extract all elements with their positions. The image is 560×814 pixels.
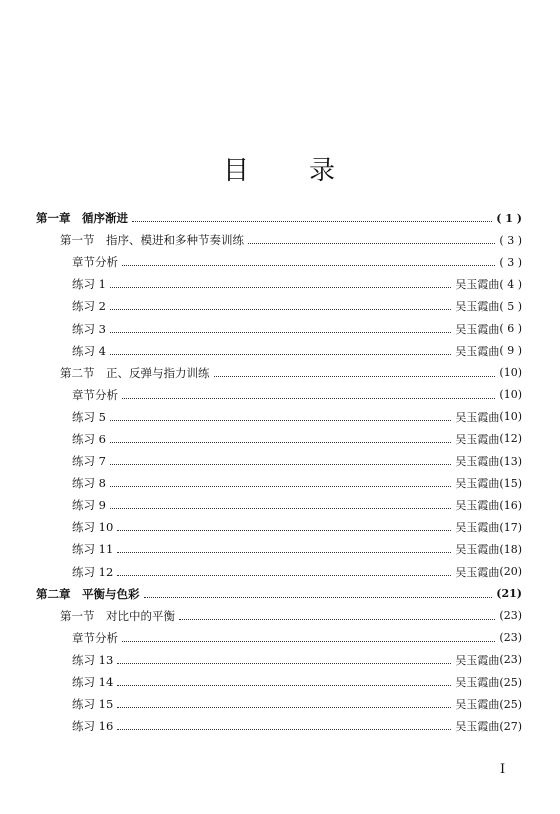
toc-entry-page: (16) xyxy=(499,498,522,512)
toc-chapter-row xyxy=(36,207,522,229)
dot-leader xyxy=(122,397,495,399)
dot-leader xyxy=(144,596,493,598)
dot-leader xyxy=(110,308,451,310)
toc-entry-row xyxy=(36,317,522,339)
dot-leader xyxy=(117,574,451,576)
dot-leader xyxy=(110,286,451,288)
toc-entry-page: (12) xyxy=(499,432,522,446)
toc-entry-page: ( 1 ) xyxy=(496,211,522,225)
toc-entry-composer: 吴玉霞曲 xyxy=(455,432,500,446)
toc-entry-row xyxy=(36,693,522,715)
toc-entry-row xyxy=(36,561,522,583)
toc-entry-page: (17) xyxy=(499,520,522,534)
toc-entry-label: 练习 9 xyxy=(72,498,106,513)
dot-leader xyxy=(214,375,496,377)
toc-section-row xyxy=(36,229,522,251)
toc-entry-label: 练习 1 xyxy=(72,277,106,292)
toc-entry-label: 练习 11 xyxy=(72,542,114,557)
toc-entry-page: (10) xyxy=(499,366,522,380)
toc-entry-composer: 吴玉霞曲 xyxy=(455,720,500,734)
toc-entry-row xyxy=(36,715,522,737)
toc-entry-page: (25) xyxy=(499,697,522,711)
toc-entry-row xyxy=(36,295,522,317)
toc-entry-row xyxy=(36,494,522,516)
toc-entry-page: (20) xyxy=(499,565,522,579)
dot-leader xyxy=(110,441,451,443)
toc-entry-label: 练习 13 xyxy=(72,652,114,667)
page-folio: I xyxy=(500,762,506,777)
toc-entry-label: 第二节 正、反弹与指力训练 xyxy=(60,365,210,380)
toc-entry-page: ( 9 ) xyxy=(499,344,522,358)
toc-entry-composer: 吴玉霞曲 xyxy=(455,300,500,314)
toc-entry-composer: 吴玉霞曲 xyxy=(455,344,500,358)
title-char-mu: 目 xyxy=(222,156,251,186)
toc-entry-label: 第一节 指序、模进和多种节奏训练 xyxy=(60,233,244,248)
toc-entry-page: (15) xyxy=(499,476,522,490)
toc-entry-page: (18) xyxy=(499,542,522,556)
toc-entry-composer: 吴玉霞曲 xyxy=(455,477,500,491)
toc-entry-label: 练习 3 xyxy=(72,321,106,336)
toc-chapter-row xyxy=(36,583,522,605)
page-title xyxy=(0,150,560,187)
toc-entry-row xyxy=(36,472,522,494)
toc-entry-page: (23) xyxy=(499,609,522,623)
toc-entry-page: (10) xyxy=(499,388,522,402)
toc-entry-label: 章节分析 xyxy=(72,255,118,270)
toc-entry-page: (23) xyxy=(499,653,522,667)
toc-entry-composer: 吴玉霞曲 xyxy=(455,565,500,579)
dot-leader xyxy=(110,331,451,333)
toc-entry-row xyxy=(36,428,522,450)
toc-entry-page: (25) xyxy=(499,675,522,689)
toc-entry-row xyxy=(36,340,522,362)
dot-leader xyxy=(132,220,492,222)
title-char-lu: 录 xyxy=(309,156,338,186)
dot-leader xyxy=(248,242,495,244)
toc-entry-page: (23) xyxy=(499,631,522,645)
dot-leader xyxy=(110,463,451,465)
dot-leader xyxy=(117,684,451,686)
toc-entry-label: 练习 16 xyxy=(72,719,114,734)
toc-entry-label: 练习 8 xyxy=(72,476,106,491)
toc-entry-page: ( 4 ) xyxy=(499,277,522,291)
toc-section-row xyxy=(36,362,522,384)
dot-leader xyxy=(117,728,451,730)
toc-entry-row xyxy=(36,538,522,560)
dot-leader xyxy=(110,353,451,355)
toc-entry-label: 练习 12 xyxy=(72,564,114,579)
toc-entry-page: ( 3 ) xyxy=(499,233,522,247)
toc-entry-composer: 吴玉霞曲 xyxy=(455,698,500,712)
toc-entry-label: 第一章 循序渐进 xyxy=(36,211,128,226)
toc-entry-composer: 吴玉霞曲 xyxy=(455,278,500,292)
dot-leader xyxy=(117,662,451,664)
dot-leader xyxy=(117,551,451,553)
toc-entry-row xyxy=(36,273,522,295)
toc-section-row xyxy=(36,605,522,627)
toc-entry-row xyxy=(36,384,522,406)
toc-entry-label: 第二章 平衡与色彩 xyxy=(36,586,140,601)
dot-leader xyxy=(122,640,495,642)
dot-leader xyxy=(117,706,451,708)
toc-entry-row xyxy=(36,450,522,472)
toc-entry-row xyxy=(36,649,522,671)
dot-leader xyxy=(110,419,451,421)
toc-entry-page: (13) xyxy=(499,454,522,468)
toc-entry-label: 练习 4 xyxy=(72,343,106,358)
dot-leader xyxy=(110,485,451,487)
toc-entry-label: 练习 14 xyxy=(72,675,114,690)
toc-entry-row xyxy=(36,516,522,538)
toc-entry-composer: 吴玉霞曲 xyxy=(455,322,500,336)
dot-leader xyxy=(117,529,451,531)
dot-leader xyxy=(110,507,451,509)
toc-entry-label: 第一节 对比中的平衡 xyxy=(60,608,175,623)
toc-entry-composer: 吴玉霞曲 xyxy=(455,676,500,690)
toc-entry-page: (21) xyxy=(496,587,522,601)
toc-entry-label: 练习 5 xyxy=(72,409,106,424)
dot-leader xyxy=(122,264,495,266)
toc-entry-label: 练习 15 xyxy=(72,697,114,712)
toc-entry-row xyxy=(36,671,522,693)
toc-entry-row xyxy=(36,251,522,273)
toc-entry-composer: 吴玉霞曲 xyxy=(455,499,500,513)
toc-entry-composer: 吴玉霞曲 xyxy=(455,653,500,667)
toc-entry-page: ( 3 ) xyxy=(499,255,522,269)
toc-entry-composer: 吴玉霞曲 xyxy=(455,543,500,557)
toc-entry-composer: 吴玉霞曲 xyxy=(455,410,500,424)
toc-entry-page: ( 5 ) xyxy=(499,299,522,313)
toc-entry-composer: 吴玉霞曲 xyxy=(455,521,500,535)
toc-entry-label: 练习 10 xyxy=(72,520,114,535)
toc-entry-row xyxy=(36,627,522,649)
toc-entry-page: (10) xyxy=(499,410,522,424)
table-of-contents xyxy=(36,207,522,737)
toc-entry-row xyxy=(36,406,522,428)
dot-leader xyxy=(179,618,495,620)
toc-entry-label: 章节分析 xyxy=(72,630,118,645)
toc-entry-label: 练习 7 xyxy=(72,454,106,469)
toc-entry-page: ( 6 ) xyxy=(499,322,522,336)
toc-entry-composer: 吴玉霞曲 xyxy=(455,455,500,469)
toc-entry-label: 章节分析 xyxy=(72,387,118,402)
toc-entry-label: 练习 2 xyxy=(72,299,106,314)
toc-entry-page: (27) xyxy=(499,719,522,733)
toc-entry-label: 练习 6 xyxy=(72,431,106,446)
